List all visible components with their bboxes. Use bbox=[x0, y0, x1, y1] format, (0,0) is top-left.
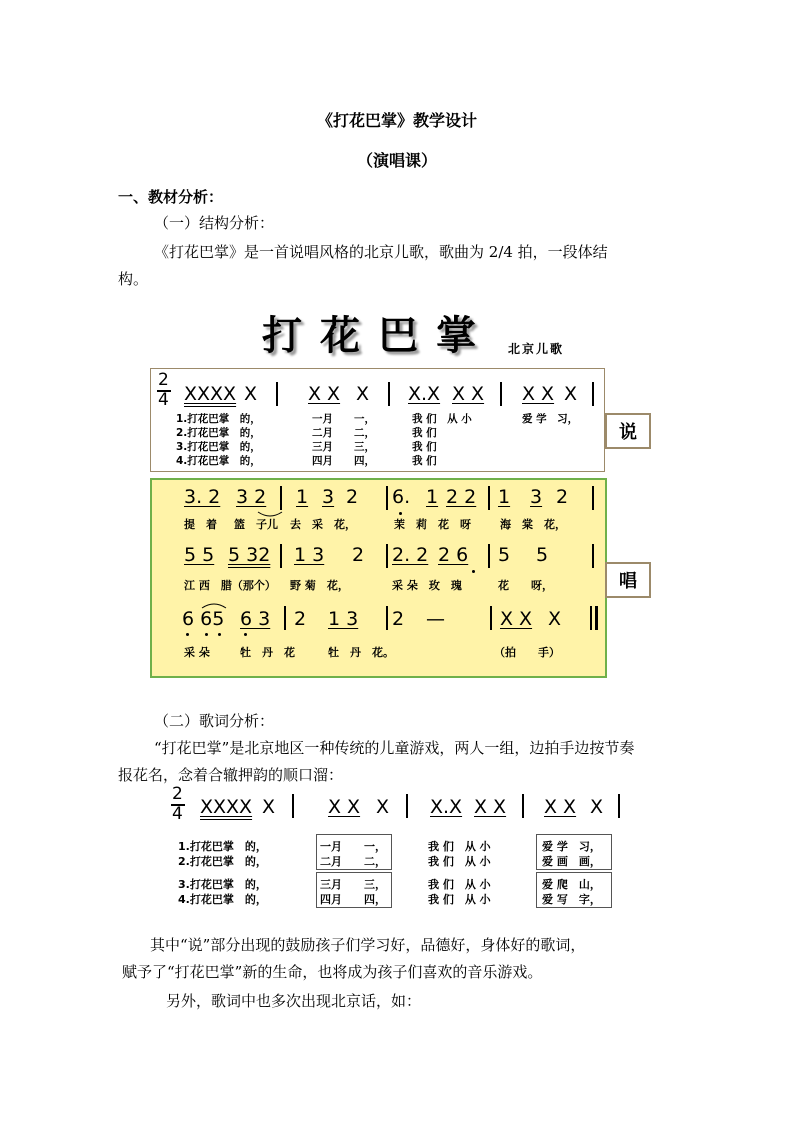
barline bbox=[618, 794, 620, 818]
rhythm-lyric: 我 们 从 小 bbox=[428, 840, 491, 853]
sing-lyric: 去 采 花， bbox=[290, 518, 356, 531]
say-lyric: 3.打花巴掌 的， bbox=[176, 441, 261, 453]
rhythm-lyric: 爱 学 习， bbox=[542, 840, 601, 853]
rhythm-lyric: 爱 画 画， bbox=[542, 855, 601, 868]
rhythm-note: XXXX bbox=[200, 796, 253, 818]
sing-lyric: 海 棠 花， bbox=[500, 518, 566, 531]
sing-note: 1 bbox=[498, 486, 511, 508]
say-lyric: 爱 学 习， bbox=[522, 413, 579, 425]
barline bbox=[488, 544, 490, 568]
say-note-m3b: X X bbox=[452, 383, 485, 405]
sing-note: 6. bbox=[392, 486, 411, 508]
rhythm-note: X bbox=[262, 796, 276, 818]
sing-note: 1 3 bbox=[294, 544, 325, 566]
sing-note: 3 bbox=[322, 486, 335, 508]
low-octave-dot bbox=[218, 633, 221, 636]
song-origin: 北京儿歌 bbox=[508, 342, 565, 356]
sing-lyric: 采 朵 bbox=[184, 646, 210, 659]
say-lyric: 我 们 bbox=[412, 441, 437, 453]
sing-note: 6 65 bbox=[182, 608, 225, 630]
barline bbox=[522, 794, 524, 818]
barline bbox=[490, 606, 492, 630]
say-note-m1a: XXXX bbox=[184, 383, 237, 405]
time-signature-top: 2 bbox=[158, 370, 169, 390]
sing-note: 2 bbox=[346, 486, 359, 508]
say-lyric: 1.打花巴掌 的， bbox=[176, 413, 261, 425]
sing-lyric: （拍 手） bbox=[494, 646, 560, 659]
barline bbox=[280, 544, 282, 568]
sing-note: 2 2 bbox=[446, 486, 477, 508]
low-octave-dot bbox=[399, 512, 402, 515]
say-lyric: 四月 四， bbox=[312, 455, 375, 467]
barline bbox=[280, 486, 282, 510]
sing-lyric: 提 着 bbox=[184, 518, 217, 531]
barline bbox=[488, 486, 490, 510]
rhythm-lyric: 三月 三， bbox=[320, 878, 386, 891]
say-lyric: 2.打花巴掌 的， bbox=[176, 427, 261, 439]
say-note-m1b: X bbox=[244, 383, 258, 405]
say-note-m2a: X X bbox=[308, 383, 341, 405]
rhythm-lyric: 3.打花巴掌 的， bbox=[178, 878, 267, 891]
say-lyric: 一月 一， bbox=[312, 413, 375, 425]
rhythm-note: X X bbox=[474, 796, 507, 818]
rhythm-lyric: 四月 四， bbox=[320, 893, 386, 906]
sing-lyric: 篮 子儿 bbox=[234, 518, 278, 531]
sing-lyric: 牡 丹 花。 bbox=[328, 646, 394, 659]
slur-mark bbox=[200, 600, 230, 610]
song-title-graphic: 打花巴掌 bbox=[262, 312, 494, 359]
sing-note: 1 bbox=[426, 486, 439, 508]
rhythm-note: X bbox=[590, 796, 604, 818]
sing-lyric: 花 呀， bbox=[498, 579, 553, 592]
rhythm-lyric: 爱 爬 山， bbox=[542, 878, 601, 891]
sing-note: 1 bbox=[296, 486, 309, 508]
sing-note: 3. 2 bbox=[184, 486, 221, 508]
sing-tag: 唱 bbox=[605, 562, 651, 598]
barline bbox=[386, 606, 388, 630]
sing-lyric: 茉 莉 花 呀 bbox=[394, 518, 471, 531]
time-signature-top: 2 bbox=[172, 784, 183, 804]
sing-lyric: 采 朵 玫 瑰 bbox=[392, 579, 462, 592]
rhythm-lyric: 1.打花巴掌 的， bbox=[178, 840, 267, 853]
say-note-m4b: X bbox=[564, 383, 578, 405]
sing-note: 2. 2 bbox=[392, 544, 429, 566]
sing-note: 1 3 bbox=[328, 608, 359, 630]
sing-note: — bbox=[426, 608, 445, 630]
sing-note: 5 bbox=[498, 544, 511, 566]
sing-lyric: 江 西 腊（那个） bbox=[184, 579, 276, 592]
sing-note: 2 bbox=[392, 608, 405, 630]
time-signature-bottom: 4 bbox=[172, 804, 183, 824]
sing-lyric: 牡 丹 花 bbox=[240, 646, 295, 659]
barline bbox=[276, 382, 278, 406]
say-note-m3a: X.X bbox=[408, 383, 441, 405]
barline bbox=[292, 794, 294, 818]
paragraph-closing-line1: 其中“说”部分出现的鼓励孩子们学习好，品德好，身体好的歌词， bbox=[150, 936, 586, 954]
low-octave-dot bbox=[244, 633, 247, 636]
rhythm-note: X bbox=[376, 796, 390, 818]
sing-note: 2 6 bbox=[438, 544, 469, 566]
rhythm-lyric: 2.打花巴掌 的， bbox=[178, 855, 267, 868]
rhythm-lyric: 二月 二， bbox=[320, 855, 386, 868]
sing-note: X X bbox=[500, 608, 533, 630]
time-signature-bottom: 4 bbox=[158, 390, 169, 410]
say-note-m4a: X X bbox=[522, 383, 555, 405]
rhythm-note: X X bbox=[328, 796, 361, 818]
say-lyric: 我 们 从 小 bbox=[412, 413, 472, 425]
barline bbox=[386, 544, 388, 568]
subheading-lyrics: （二）歌词分析： bbox=[154, 712, 275, 730]
subheading-structure: （一）结构分析： bbox=[154, 214, 275, 232]
paragraph-dialect: 另外，歌词中也多次出现北京话，如： bbox=[166, 992, 422, 1010]
low-octave-dot bbox=[472, 570, 475, 573]
doc-subtitle: （演唱课） bbox=[356, 151, 437, 170]
sing-note: 3 2 bbox=[236, 486, 267, 508]
rhythm-lyric: 爱 写 字， bbox=[542, 893, 601, 906]
section-heading-1: 一、教材分析： bbox=[118, 188, 224, 206]
paragraph-lyrics-line1: “打花巴掌”是北京地区一种传统的儿童游戏，两人一组，边拍手边按节奏 bbox=[154, 739, 635, 757]
barline bbox=[406, 794, 408, 818]
rhythm-lyric: 我 们 从 小 bbox=[428, 893, 491, 906]
sing-note: 5 32 bbox=[228, 544, 271, 566]
rhythm-note: X X bbox=[544, 796, 577, 818]
say-lyric: 我 们 bbox=[412, 455, 437, 467]
sing-note: 2 bbox=[294, 608, 307, 630]
barline bbox=[592, 544, 594, 568]
barline bbox=[500, 382, 502, 406]
sing-note: 6 3 bbox=[240, 608, 271, 630]
low-octave-dot bbox=[186, 633, 189, 636]
doc-title: 《打花巴掌》教学设计 bbox=[316, 111, 477, 130]
rhythm-note: X.X bbox=[430, 796, 463, 818]
sing-lyric: 野 菊 花， bbox=[290, 579, 349, 592]
barline bbox=[592, 486, 594, 510]
sing-note: 2 bbox=[352, 544, 365, 566]
sing-note: X bbox=[548, 608, 562, 630]
rhythm-lyric: 我 们 从 小 bbox=[428, 878, 491, 891]
barline bbox=[592, 382, 594, 406]
say-note-m2b: X bbox=[356, 383, 370, 405]
barline bbox=[386, 486, 388, 510]
paragraph-structure-line1: 《打花巴掌》是一首说唱风格的北京儿歌，歌曲为 2/4 拍，一段体结 bbox=[154, 243, 608, 261]
sing-note: 2 bbox=[556, 486, 569, 508]
sing-note: 5 bbox=[536, 544, 549, 566]
final-barline bbox=[590, 606, 592, 630]
say-tag: 说 bbox=[605, 413, 651, 449]
rhythm-lyric: 我 们 从 小 bbox=[428, 855, 491, 868]
say-lyric: 三月 三， bbox=[312, 441, 375, 453]
say-lyric: 我 们 bbox=[412, 427, 437, 439]
final-barline-thick bbox=[595, 606, 598, 630]
rhythm-lyric: 4.打花巴掌 的， bbox=[178, 893, 267, 906]
barline bbox=[388, 382, 390, 406]
rhythm-lyric: 一月 一， bbox=[320, 840, 386, 853]
sing-note: 3 bbox=[530, 486, 543, 508]
paragraph-lyrics-line2: 报花名，念着合辙押韵的顺口溜： bbox=[118, 766, 344, 784]
barline bbox=[284, 606, 286, 630]
say-lyric: 二月 二， bbox=[312, 427, 375, 439]
low-octave-dot bbox=[205, 633, 208, 636]
paragraph-closing-line2: 赋予了“打花巴掌”新的生命，也将成为孩子们喜欢的音乐游戏。 bbox=[122, 963, 543, 981]
sing-note: 5 5 bbox=[184, 544, 215, 566]
say-lyric: 4.打花巴掌 的， bbox=[176, 455, 261, 467]
paragraph-structure-line2: 构。 bbox=[118, 270, 149, 288]
